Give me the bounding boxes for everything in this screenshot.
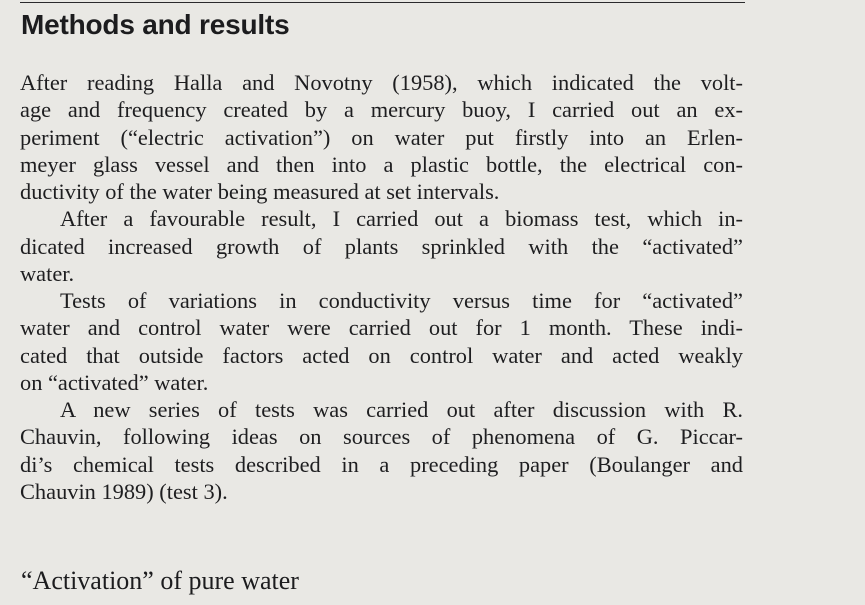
text-line: After a favourable result, I carried out a biomass test, which in- [60, 206, 743, 232]
text-line: A new series of tests was carried out after discussion with R. [60, 397, 743, 422]
text-line: periment (“electric activation”) on water put firstly into an Erlen- [20, 124, 743, 150]
text-line: Tests of variations in conductivity versus time for “activated” [60, 288, 743, 313]
subsection-heading: “Activation” of pure water [21, 566, 299, 595]
text-line: di’s chemical tests described in a preceding paper (Boulanger and [20, 451, 743, 477]
text-line: Chauvin, following ideas on sources of phenomena of G. Piccar- [20, 424, 743, 450]
top-rule [20, 2, 745, 3]
text-line: water and control water were carried out for 1 month. These indi- [20, 315, 743, 341]
text-line: cated that outside factors acted on control water and acted weakly [20, 342, 743, 368]
body-text [20, 69, 743, 505]
paragraph-1 [20, 69, 743, 205]
paragraph-2 [20, 205, 743, 287]
text-line: meyer glass vessel and then into a plastic bottle, the electrical con- [20, 151, 743, 177]
text-line: After reading Halla and Novotny (1958), which indicated the volt- [20, 70, 743, 95]
section-heading: Methods and results [21, 9, 290, 40]
paragraph-3 [20, 287, 743, 396]
text-line: water. [20, 260, 75, 286]
text-line: dicated increased growth of plants sprinkled with the “activated” [20, 233, 743, 259]
text-line: on “activated” water. [20, 369, 209, 395]
text-line: Chauvin 1989) (test 3). [20, 478, 228, 504]
text-line: ductivity of the water being measured at set intervals. [20, 179, 500, 204]
text-line: age and frequency created by a mercury buoy, I carried out an ex- [20, 97, 743, 123]
paragraph-4 [20, 396, 743, 505]
